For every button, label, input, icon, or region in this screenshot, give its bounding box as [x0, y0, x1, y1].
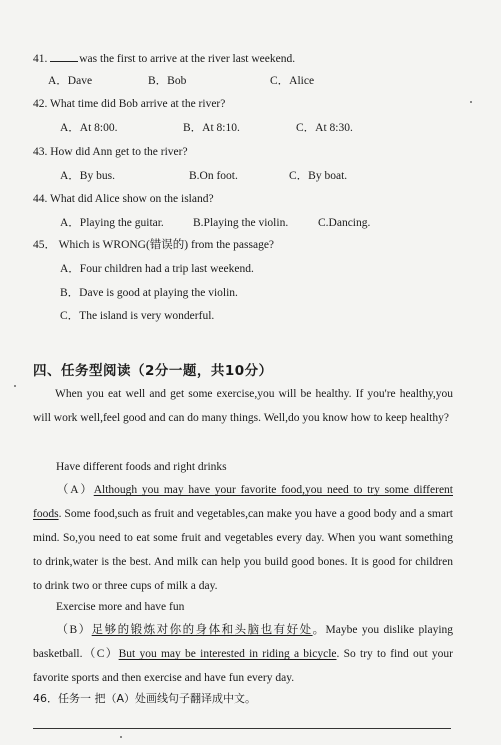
paragraph-text: 。Maybe you dislike playing basketball.	[33, 624, 454, 660]
answer-line[interactable]	[33, 728, 451, 729]
paragraph-text: When you eat well and get some exercise,you will be healthy. If you're healthy,you will work well,feel good and can do many things. Well,do you know how to keep healthy?	[33, 388, 453, 424]
question-number: 43.	[33, 146, 48, 158]
question-number: 45．	[33, 239, 56, 251]
section-title: 四、任务型阅读（2分一题，共10分）	[33, 363, 273, 379]
option-45-a[interactable]: A．Four children had a trip last weekend.	[60, 263, 254, 275]
paragraph-foods	[33, 478, 453, 598]
question-number: 42.	[33, 98, 48, 110]
label-b: （B）	[55, 624, 92, 636]
question-number: 44.	[33, 193, 48, 205]
subheading-exercise: Exercise more and have fun	[56, 601, 185, 613]
answer-blank[interactable]	[50, 51, 78, 62]
option-42-b[interactable]: B．At 8:10.	[183, 122, 240, 134]
option-41-b[interactable]: B．Bob	[148, 75, 187, 87]
option-45-c[interactable]: C．The island is very wonderful.	[60, 310, 215, 322]
option-43-b[interactable]: B.On foot.	[189, 170, 238, 182]
option-42-a[interactable]: A．At 8:00.	[60, 122, 118, 134]
option-44-a[interactable]: A．Playing the guitar.	[60, 217, 164, 229]
scan-speck	[14, 385, 16, 387]
option-42-c[interactable]: C．At 8:30.	[296, 122, 353, 134]
question-45	[33, 238, 274, 252]
paragraph-text: . Some food,such as fruit and vegetables,can make you have a good body and a smart mind. So,you need to eat some fruit and vegetables every day. When you want something to drink,water is the best. And milk can help you build good bones. It is good for children to drink two or three cups of milk a day.	[33, 508, 453, 592]
subheading-foods: Have different foods and right drinks	[56, 461, 227, 473]
option-41-c[interactable]: C．Alice	[270, 75, 315, 87]
paragraph-text: . So try to find out your favorite sports and then exercise and have fun every day.	[33, 648, 453, 684]
question-text: What time did Bob arrive at the river?	[50, 98, 226, 110]
question-43	[33, 145, 188, 159]
option-41-a[interactable]: A．Dave	[48, 75, 93, 87]
question-text: What did Alice show on the island?	[50, 193, 214, 205]
question-44	[33, 192, 214, 206]
task-46-instruction: 46．任务一 把（A）处画线句子翻译成中文。	[33, 692, 257, 705]
paragraph-intro	[33, 382, 453, 430]
label-c: （C）	[82, 648, 119, 660]
paragraph-exercise	[33, 618, 453, 690]
scan-speck	[120, 736, 122, 738]
underlined-sentence-a: Although you may have your favorite food,you need to try some different foods	[33, 484, 453, 520]
question-42	[33, 97, 225, 111]
option-43-c[interactable]: C．By boat.	[289, 170, 348, 182]
underlined-sentence-b: 足够的锻炼对你的身体和头脑也有好处	[91, 624, 313, 636]
scan-speck	[470, 101, 472, 103]
option-43-a[interactable]: A．By bus.	[60, 170, 115, 182]
question-text: How did Ann get to the river?	[50, 146, 188, 158]
question-text: was the first to arrive at the river last weekend.	[79, 53, 296, 65]
label-a: （A）	[55, 484, 94, 496]
question-41	[33, 51, 295, 66]
question-number: 41.	[33, 53, 48, 65]
option-44-b[interactable]: B.Playing the violin.	[193, 217, 289, 229]
option-44-c[interactable]: C.Dancing.	[318, 217, 371, 229]
question-text: Which is WRONG(错误的) from the passage?	[58, 239, 275, 251]
option-45-b[interactable]: B．Dave is good at playing the violin.	[60, 287, 238, 299]
underlined-sentence-c: But you may be interested in riding a bicycle	[118, 648, 337, 660]
